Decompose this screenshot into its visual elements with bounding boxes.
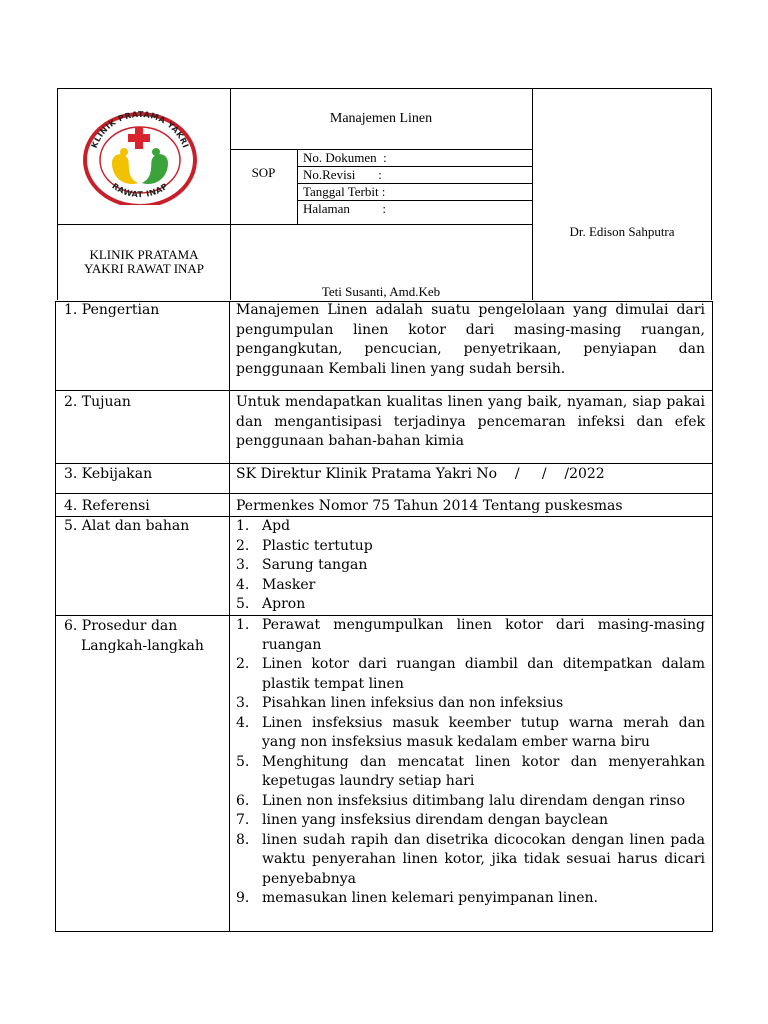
- text-kebijakan: SK Direktur Klinik Pratama Yakri No / / /2022: [236, 466, 605, 482]
- label-prosedur-line1: 6. Prosedur dan: [64, 618, 178, 634]
- label-kebijakan: 3. Kebijakan: [64, 466, 153, 482]
- list-item: 2. Plastic tertutup: [236, 537, 373, 554]
- text-tujuan: Untuk mendapatkan kualitas linen yang baik, nyaman, siap pakai dan mengantisipasi terjadinya pencemaran infeksi dan efek penggunaan bahan-bahan kimia: [236, 394, 705, 449]
- clinic-logo: [80, 105, 200, 205]
- logo-green-figure: [142, 154, 168, 184]
- clinic-name: KLINIK PRATAMA YAKRI RAWAT INAP: [83, 247, 205, 276]
- list-item: 9. memasukan linen kelemari penyimpanan linen.: [236, 890, 598, 906]
- list-item: 3. Sarung tangan: [236, 557, 368, 573]
- doc-field-tanggal-terbit: Tanggal Terbit :: [303, 184, 386, 199]
- list-item: 1. Perawat mengumpulkan linen kotor dari masing-masing ruangan: [236, 617, 705, 653]
- label-prosedur-line2: Langkah-langkah: [81, 637, 204, 654]
- logo-cross-horizontal: [128, 134, 150, 142]
- list-item: 3. Pisahkan linen infeksius dan non infeksius: [236, 695, 564, 711]
- document-title: Manajemen Linen: [329, 111, 433, 126]
- label-tujuan: 2. Tujuan: [64, 394, 131, 410]
- list-item: 1. Apd: [236, 518, 291, 534]
- list-prosedur: [236, 616, 705, 909]
- list-item: 6. Linen non insfeksius ditimbang lalu direndam dengan rinso: [236, 792, 686, 809]
- label-alat-dan-bahan: 5. Alat dan bahan: [64, 518, 190, 534]
- doc-field-no-revisi: No.Revisi :: [303, 167, 382, 182]
- label-pengertian: 1. Pengertian: [64, 302, 160, 318]
- logo-arc-text-bottom: RAWAT INAP: [110, 181, 170, 200]
- label-prosedur: [64, 617, 204, 656]
- logo-green-head: [152, 148, 160, 156]
- list-alat-dan-bahan: [236, 517, 696, 615]
- signer-left: Teti Susanti, Amd.Keb: [321, 284, 441, 299]
- list-item: 2. Linen kotor dari ruangan diambil dan ditempatkan dalam plastik tempat linen: [236, 656, 705, 692]
- label-referensi: 4. Referensi: [64, 498, 150, 514]
- list-item: 5. Apron: [236, 596, 306, 612]
- text-pengertian: Manajemen Linen adalah suatu pengelolaan yang dimulai dari pengumpulan linen kotor dari masing-masing ruangan, pengangkutan, pencucian, penyetrikaan, penyiapan dan penggunaan Kembali linen yang sudah bersih.: [236, 302, 705, 377]
- logo-yellow-figure: [112, 154, 138, 184]
- logo-yellow-head: [120, 148, 128, 156]
- list-item: 5. Menghitung dan mencatat linen kotor dan menyerahkan kepetugas laundry setiap hari: [236, 753, 705, 789]
- doc-field-no-dokumen: No. Dokumen :: [303, 150, 387, 165]
- logo-arc-text-top: KLINIK PRATAMA YAKRI: [89, 109, 191, 150]
- sop-label: SOP: [251, 165, 276, 180]
- list-item: 8. linen sudah rapih dan disetrika dicocokan dengan linen pada waktu penyerahan linen kotor, jika tidak sesuai harus dicari penyebabnya: [236, 831, 705, 887]
- list-item: 7. linen yang insfeksius direndam dengan bayclean: [236, 812, 609, 828]
- list-item: 4. Linen insfeksius masuk keember tutup warna merah dan yang non insfeksius masuk kedalam ember warna biru: [236, 714, 705, 750]
- signer-right: Dr. Edison Sahputra: [569, 224, 675, 239]
- list-item: 4. Masker: [236, 576, 316, 593]
- doc-field-halaman: Halaman :: [303, 201, 387, 216]
- text-referensi: Permenkes Nomor 75 Tahun 2014 Tentang puskesmas: [236, 498, 623, 514]
